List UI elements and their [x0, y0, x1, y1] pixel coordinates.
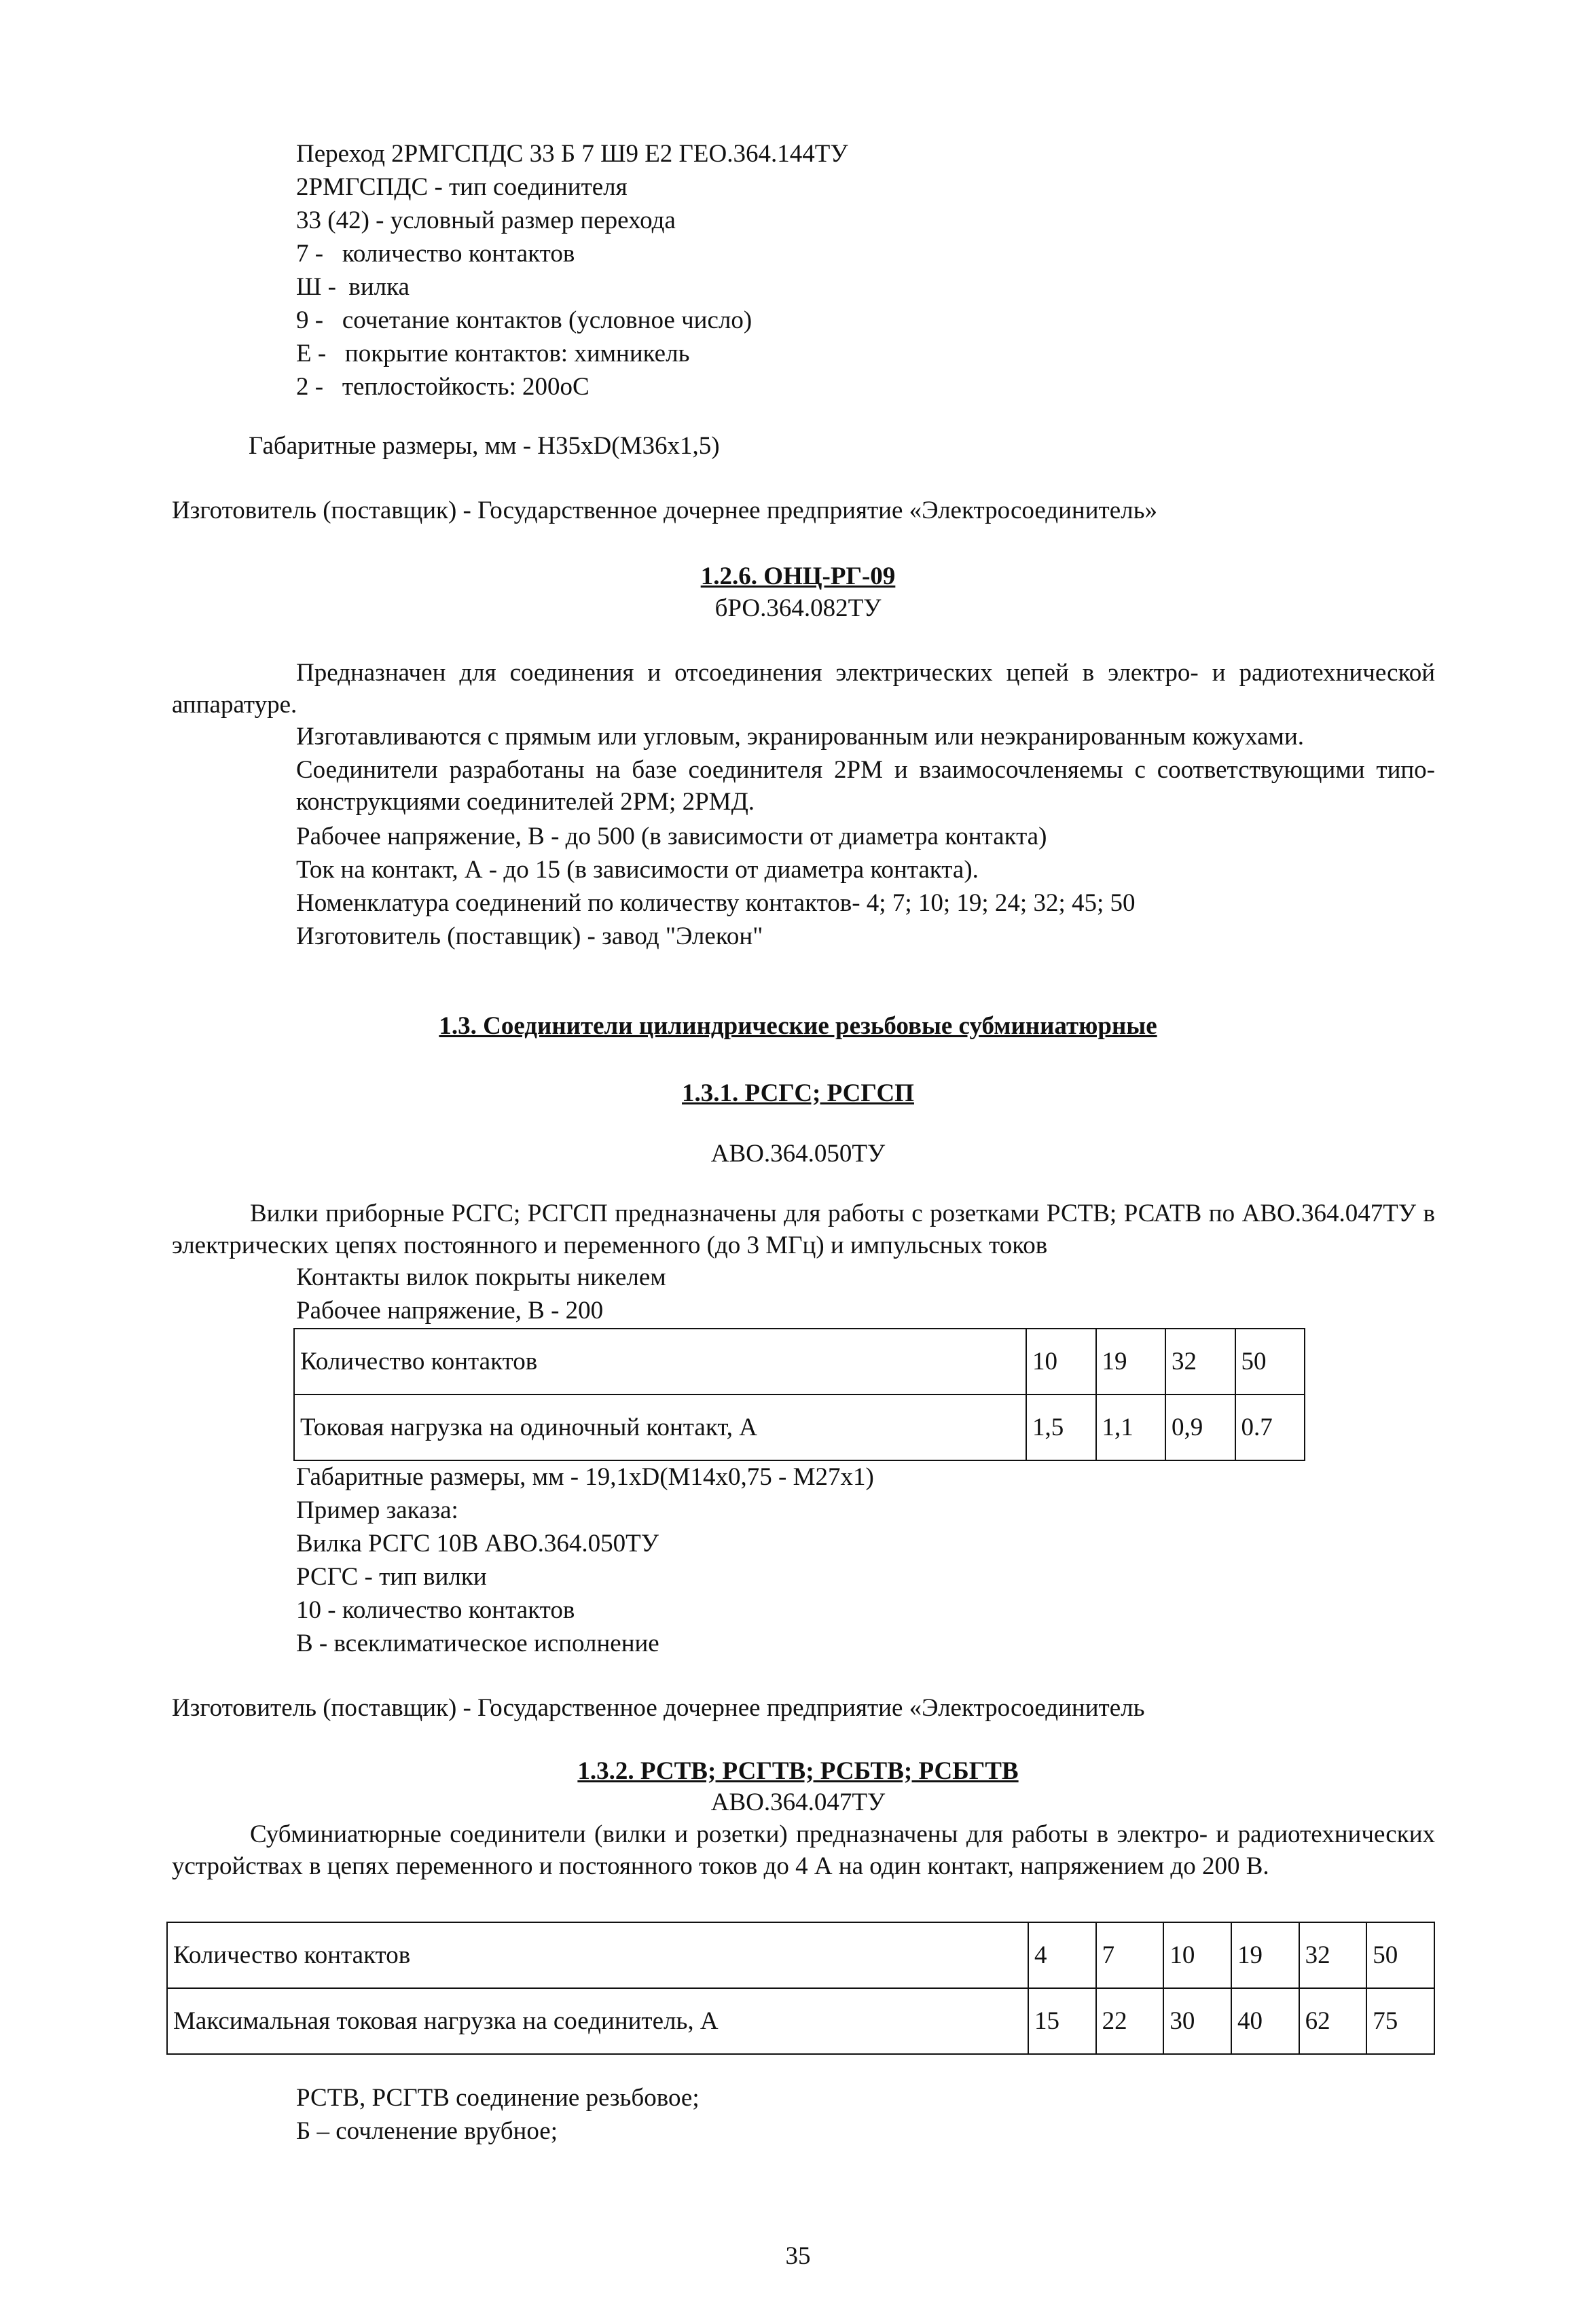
text-line: В - всеклиматическое исполнение [296, 1630, 659, 1657]
legend-line: 7 - количество контактов [296, 240, 575, 268]
order-example-line: Переход 2РМГСПДС 33 Б 7 Ш9 Е2 ГЕО.364.144ТУ [296, 140, 848, 168]
chapter-heading: 1.3. Соединители цилиндрические резьбовые субминиатюрные [439, 1012, 1157, 1040]
table-cell: 75 [1366, 1988, 1434, 2054]
contacts-table [293, 1328, 1305, 1461]
manufacturer-line: Изготовитель (поставщик) - Государственное дочернее предприятие «Электросоединитель» [172, 497, 1157, 524]
text-line: РСГС - тип вилки [296, 1563, 487, 1591]
text-line: Номенклатура соединений по количеству контактов- 4; 7; 10; 19; 24; 32; 45; 50 [296, 889, 1136, 917]
load-table [166, 1922, 1435, 2055]
table-cell: 50 [1235, 1329, 1305, 1395]
legend-line: 9 - сочетание контактов (условное число) [296, 306, 752, 334]
manufacturer-line: Изготовитель (поставщик) - Государственное дочернее предприятие «Электросоединитель [172, 1694, 1145, 1722]
text-line: Соединители разработаны на базе соединителя 2РМ и взаимосочленяемы с соответствующими типо-конструкциями соединителей 2РМ; 2РМД. [296, 756, 1435, 816]
table-row [294, 1329, 1305, 1395]
legend-line: 2РМГСПДС - тип соединителя [296, 173, 628, 201]
dimensions-line: Габаритные размеры, мм - 19,1хD(М14х0,75 - М27х1) [296, 1463, 874, 1491]
table-cell: 32 [1299, 1922, 1367, 1988]
section-heading: 1.2.6. ОНЦ-РГ-09 [700, 562, 896, 590]
spec-code: АВО.364.047ТУ [710, 1788, 886, 1816]
section-heading: 1.3.2. РСТВ; РСГТВ; РСБТВ; РСБГТВ [577, 1757, 1019, 1785]
text-line: Ток на контакт, А - до 15 (в зависимости от диаметра контакта). [296, 856, 979, 884]
text-line: Изготавливаются с прямым или угловым, экранированным или неэкранированным кожухами. [296, 723, 1305, 751]
table-row [167, 1922, 1434, 1988]
legend-line: Е - покрытие контактов: химникель [296, 340, 690, 367]
text-line: РСТВ, РСГТВ соединение резьбовое; [296, 2084, 700, 2112]
table-cell: 10 [1163, 1922, 1231, 1988]
table-cell: 0.7 [1235, 1395, 1305, 1460]
table-cell: 0,9 [1165, 1395, 1235, 1460]
table-cell: 7 [1096, 1922, 1164, 1988]
spec-code: бРО.364.082ТУ [714, 594, 882, 622]
dimensions-line: Габаритные размеры, мм - Н35хD(М36х1,5) [249, 432, 720, 460]
table-cell: 19 [1231, 1922, 1299, 1988]
row-label: Количество контактов [167, 1922, 1028, 1988]
text-line: Пример заказа: [296, 1496, 458, 1524]
legend-line: Ш - вилка [296, 273, 410, 301]
table-cell: 32 [1165, 1329, 1235, 1395]
paragraph: Вилки приборные РСГС; РСГСП предназначены для работы с розетками РСТВ; РСАТВ по АВО.364.047ТУ в электрических цепях постоянного и переменного (до 3 МГц) и импульсных токов [172, 1200, 1435, 1259]
table-row [294, 1395, 1305, 1460]
legend-line: 2 - теплостойкость: 200оС [296, 373, 590, 401]
table-cell: 10 [1026, 1329, 1096, 1395]
text-line: Изготовитель (поставщик) - завод "Элекон" [296, 922, 763, 950]
text-line: Б – сочленение врубное; [296, 2117, 558, 2145]
table-cell: 1,5 [1026, 1395, 1096, 1460]
page-number: 35 [785, 2242, 811, 2270]
legend-line: 33 (42) - условный размер перехода [296, 206, 676, 234]
section-heading: 1.3.1. РСГС; РСГСП [682, 1079, 914, 1107]
table-cell: 40 [1231, 1988, 1299, 2054]
table-cell: 22 [1096, 1988, 1164, 2054]
paragraph: Предназначен для соединения и отсоединения электрических цепей в электро- и радиотехнической аппаратуре. [172, 659, 1435, 719]
table-cell: 30 [1163, 1988, 1231, 2054]
table-cell: 50 [1366, 1922, 1434, 1988]
text-line: Вилка РСГС 10В АВО.364.050ТУ [296, 1530, 659, 1558]
text-line: 10 - количество контактов [296, 1596, 575, 1624]
table-cell: 19 [1096, 1329, 1166, 1395]
table-cell: 15 [1028, 1988, 1096, 2054]
row-label: Токовая нагрузка на одиночный контакт, А [294, 1395, 1026, 1460]
row-label: Максимальная токовая нагрузка на соединитель, А [167, 1988, 1028, 2054]
table-cell: 62 [1299, 1988, 1367, 2054]
spec-code: АВО.364.050ТУ [710, 1140, 886, 1168]
row-label: Количество контактов [294, 1329, 1026, 1395]
paragraph: Субминиатюрные соединители (вилки и розетки) предназначены для работы в электро- и радиотехнических устройствах в цепях переменного и постоянного токов до 4 А на один контакт, напряжением до 200 В. [172, 1820, 1435, 1880]
text-line: Рабочее напряжение, В - до 500 (в зависимости от диаметра контакта) [296, 823, 1047, 850]
table-cell: 1,1 [1096, 1395, 1166, 1460]
table-cell: 4 [1028, 1922, 1096, 1988]
text-line: Рабочее напряжение, В - 200 [296, 1297, 604, 1325]
table-row [167, 1988, 1434, 2054]
text-line: Контакты вилок покрыты никелем [296, 1263, 666, 1291]
